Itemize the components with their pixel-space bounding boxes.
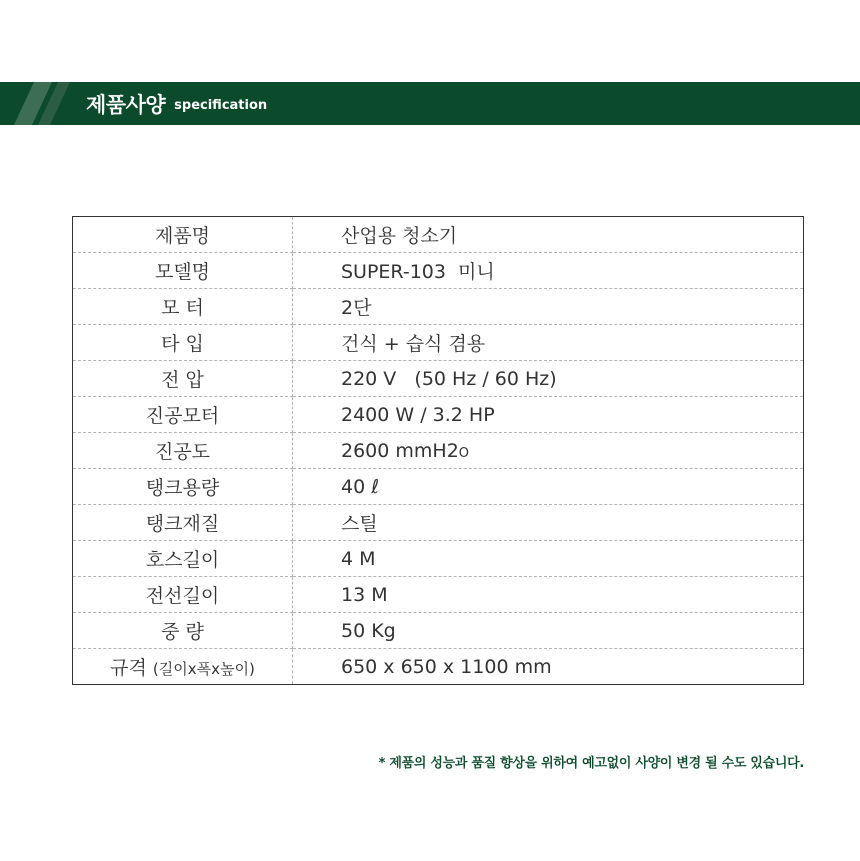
table-row bbox=[73, 217, 804, 253]
spec-label-sub: (길이x폭x높이) bbox=[152, 660, 255, 678]
table-row bbox=[73, 577, 804, 613]
table-row bbox=[73, 361, 804, 397]
table-row bbox=[73, 289, 804, 325]
specification-table bbox=[72, 216, 804, 685]
spec-value: 4 M bbox=[293, 541, 804, 577]
table-row bbox=[73, 469, 804, 505]
spec-label: 모델명 bbox=[73, 253, 293, 289]
spec-label: 진공도 bbox=[73, 433, 293, 469]
spec-value: 40 ℓ bbox=[293, 469, 804, 505]
spec-value-suffix: O bbox=[458, 445, 470, 461]
spec-label: 진공모터 bbox=[73, 397, 293, 433]
section-title bbox=[86, 82, 267, 125]
table-row bbox=[73, 253, 804, 289]
spec-value-text: 2600 mmH2 bbox=[341, 439, 459, 462]
spec-value: 2단 bbox=[293, 289, 804, 325]
spec-value: 스틸 bbox=[293, 505, 804, 541]
spec-value-text: SUPER-103 미니 bbox=[341, 261, 495, 283]
spec-value: 산업용 청소기 bbox=[293, 217, 804, 253]
spec-value: 50 Kg bbox=[293, 613, 804, 649]
table-row bbox=[73, 613, 804, 649]
spec-label: 타 입 bbox=[73, 325, 293, 361]
spec-value: 건식 + 습식 겸용 bbox=[293, 325, 804, 361]
table-row bbox=[73, 541, 804, 577]
table-row bbox=[73, 649, 804, 685]
section-title-korean: 제품사양 bbox=[86, 92, 166, 117]
table-row bbox=[73, 505, 804, 541]
decorative-stripes bbox=[0, 82, 80, 125]
spec-label: 탱크재질 bbox=[73, 505, 293, 541]
spec-value bbox=[293, 361, 804, 397]
spec-value: 2400 W / 3.2 HP bbox=[293, 397, 804, 433]
spec-value: 650 x 650 x 1100 mm bbox=[341, 655, 552, 678]
spec-label: 탱크용량 bbox=[73, 469, 293, 505]
spec-label: 제품명 bbox=[73, 217, 293, 253]
spec-label: 전선길이 bbox=[73, 577, 293, 613]
spec-label: 호스길이 bbox=[73, 541, 293, 577]
spec-value: 13 M bbox=[293, 577, 804, 613]
spec-label-text: 규격 bbox=[110, 657, 147, 679]
section-header-bar bbox=[0, 82, 860, 125]
spec-value bbox=[293, 433, 804, 469]
spec-label bbox=[73, 649, 293, 685]
spec-label: 모 터 bbox=[73, 289, 293, 325]
spec-value bbox=[293, 253, 804, 289]
table-row bbox=[73, 325, 804, 361]
disclaimer-footnote: * 제품의 성능과 품질 향상을 위하여 예고없이 사양이 변경 될 수도 있습니다. bbox=[378, 756, 804, 771]
section-title-english: specification bbox=[174, 98, 268, 113]
spec-label: 전 압 bbox=[73, 361, 293, 397]
table-row bbox=[73, 433, 804, 469]
spec-value-text: 220 V (50 Hz / 60 Hz) bbox=[341, 367, 557, 390]
table-row bbox=[73, 397, 804, 433]
spec-label: 중 량 bbox=[73, 613, 293, 649]
